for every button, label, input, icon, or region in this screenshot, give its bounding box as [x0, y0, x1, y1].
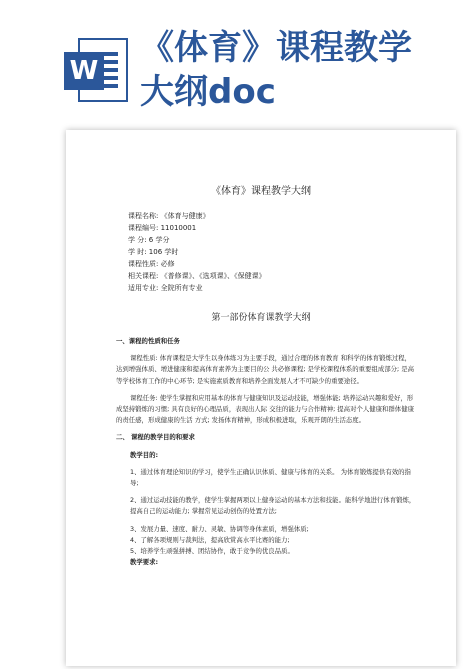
syllabus-body [116, 336, 416, 568]
banner-headline [140, 26, 470, 114]
info-related-courses: 相关课程: 《普修课》、《选项课》、《保健课》 [128, 272, 266, 280]
course-info-block [128, 210, 266, 294]
document-preview-page[interactable] [66, 130, 456, 666]
info-course-code: 课程编号: 11010001 [128, 224, 197, 232]
list-item: 2、通过运动技能的教学，使学生掌握两项以上健身运动的基本方法和技能。能科学地进行体育锻炼，提高自己的运动能力; 掌握常见运动创伤的处置方法; [130, 496, 416, 516]
sub-heading: 教学目的: [130, 450, 159, 459]
info-applicable-majors: 适用专业: 全院所有专业 [128, 284, 203, 292]
list-item: 3、发展力量、速度、耐力、灵敏、协调等身体素质，增强体质; [130, 524, 309, 533]
paragraph: 课程任务: 使学生掌握和应用基本的体育与健康知识及运动技能，增强体能; 培养运动兴趣和爱好，形成坚持锻炼的习惯; 具有良好的心理品质，表现出人际 交往的能力与合作精神; 提高对个人健康和群体健康的责任感，形成健康的生活 方式; 发扬体育精神，形成积极进取，乐观开朗的生活态度。 [116, 393, 414, 425]
document-title: 《体育》课程教学大纲 [211, 186, 311, 197]
section-heading: 一、课程的性质和任务 [116, 337, 180, 345]
word-w-badge: W [64, 52, 104, 90]
list-item: 5、培养学生顽强拼搏、团结协作，敢于竞争的优良品质。 [130, 547, 294, 556]
list-item: 4、了解各项规则与裁判法，提高欣赏高水平比赛的能力; [130, 535, 290, 544]
info-course-type: 课程性质: 必修 [128, 260, 175, 268]
sub-heading: 教学要求: [130, 558, 159, 567]
headline-line-2: 大纲doc [140, 72, 276, 112]
headline-line-1: 《体育》课程教学 [140, 28, 412, 68]
info-hours: 学 时: 106 学时 [128, 248, 179, 256]
section-heading: 二、 课程的教学目的和要求 [116, 433, 195, 442]
paragraph: 课程性质: 体育课程是大学生以身体练习为主要手段，通过合理的体育教育 和科学的体育锻炼过程，达到增强体质、增进健康和提高体育素养为主要目的公 共必修课程; 是学校课程体系的重要组成部分; 是高等学校体育工作的中心环节; 是实施素质教育和培养全面发展人才不可缺少的重要途径。 [116, 354, 414, 385]
part-title: 第一部份体育课教学大纲 [211, 313, 311, 323]
info-credits: 学 分: 6 学分 [128, 236, 170, 244]
info-course-name: 课程名称: 《体育与健康》 [128, 212, 210, 220]
list-item: 1、通过体育理论知识的学习，使学生正确认识体质、健康与体育的关系。 为体育锻炼提供有效的指导; [130, 467, 411, 488]
word-document-icon [64, 38, 128, 102]
